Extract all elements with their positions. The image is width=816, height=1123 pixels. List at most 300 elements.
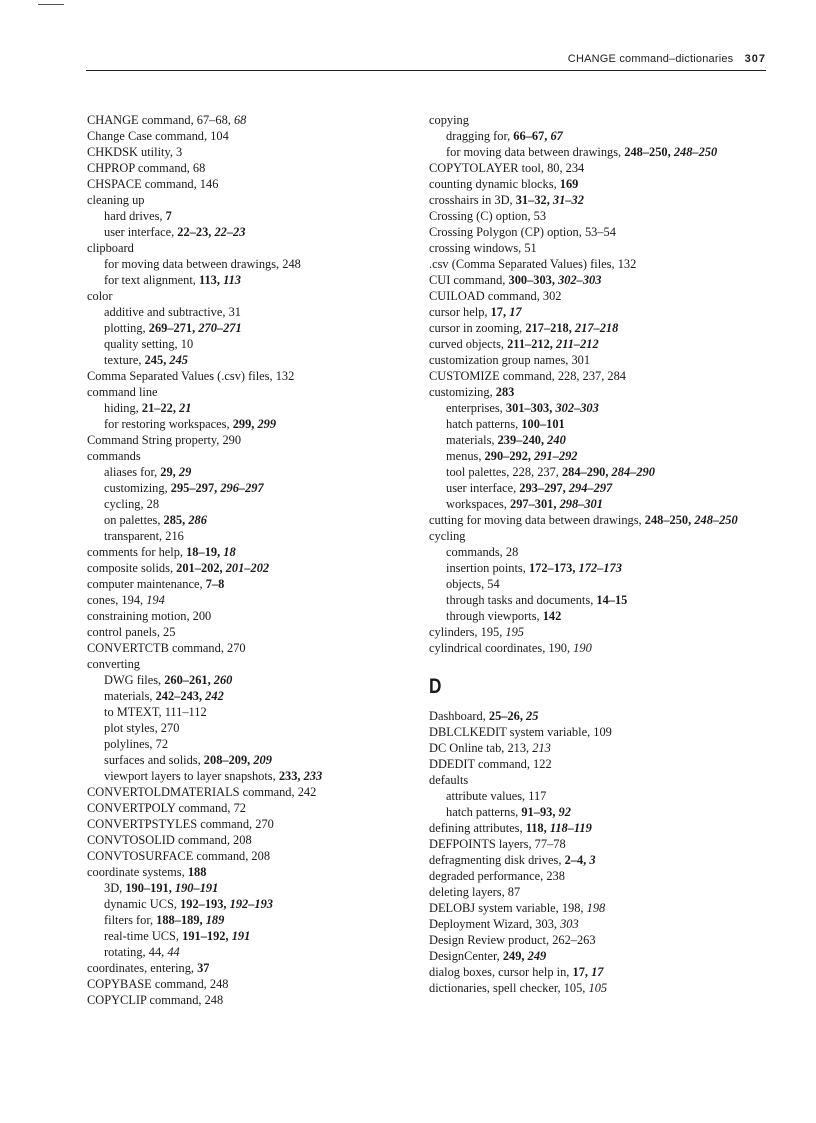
page-reference: 104 — [210, 129, 229, 143]
page-references — [186, 545, 236, 559]
index-term: CUI command, — [429, 273, 509, 287]
page-references — [163, 625, 175, 639]
index-subentry — [87, 512, 397, 528]
page-reference: 190, — [548, 641, 574, 655]
page-reference: 248–250, — [644, 513, 695, 527]
index-entry — [87, 992, 397, 1008]
page-reference: 67–68 — [196, 113, 228, 127]
page-reference: 169 — [559, 177, 579, 191]
index-term: defaults — [429, 773, 469, 787]
index-entry — [87, 848, 397, 864]
page-reference: 269–271, — [148, 321, 199, 335]
index-entry — [87, 128, 397, 144]
page-reference: 284–290, — [561, 465, 612, 479]
index-subentry — [87, 464, 397, 480]
page-reference: 118–119 — [549, 821, 592, 835]
index-term: Command String property, — [87, 433, 223, 447]
index-entry — [87, 112, 397, 128]
index-term: COPYTOLAYER tool, — [429, 161, 548, 175]
page-reference: 191 — [231, 929, 251, 943]
index-term: counting dynamic blocks, — [429, 177, 560, 191]
page-reference: 301 — [571, 353, 591, 367]
page-references — [481, 625, 524, 639]
page-reference: 189 — [205, 913, 225, 927]
index-term: through viewports, — [446, 609, 543, 623]
index-term: cleaning up — [87, 193, 145, 207]
page-reference: 240 — [547, 433, 566, 447]
page-reference: 54 — [487, 577, 500, 591]
index-subentry — [87, 896, 397, 912]
page-reference: 284–290 — [611, 465, 655, 479]
page-reference: 68 — [233, 113, 247, 127]
index-entry — [87, 592, 397, 608]
index-entry — [87, 288, 397, 304]
page-reference: 2–4, — [564, 853, 590, 867]
index-term: CHKDSK utility, — [87, 145, 177, 159]
index-term: COPYCLIP command, — [87, 993, 205, 1007]
page-references — [521, 805, 571, 819]
page-references — [503, 949, 546, 963]
index-subentry — [87, 480, 397, 496]
page-references — [585, 225, 616, 239]
page-references — [571, 353, 590, 367]
index-entry — [429, 352, 779, 368]
index-entry — [429, 384, 779, 400]
index-term: comments for help, — [87, 545, 187, 559]
page-reference: 248 — [282, 257, 301, 271]
index-subentry — [87, 224, 397, 240]
index-term: command line — [87, 385, 158, 399]
index-term: hatch patterns, — [446, 417, 522, 431]
page-references — [564, 981, 607, 995]
index-term: hard drives, — [104, 209, 166, 223]
page-reference: 80, 234 — [547, 161, 585, 175]
page-references — [200, 177, 219, 191]
page-reference: 17 — [509, 305, 522, 319]
page-reference: 122 — [533, 757, 552, 771]
page-references — [125, 881, 218, 895]
page-reference: 248–250 — [673, 145, 718, 159]
page-reference: 303 — [560, 917, 579, 931]
index-entry — [429, 980, 779, 996]
index-term: copying — [429, 113, 469, 127]
page-reference: 109 — [593, 725, 612, 739]
index-subentry — [429, 144, 779, 160]
page-references — [528, 789, 546, 803]
page-references — [546, 869, 565, 883]
index-section-c — [429, 112, 779, 656]
page-reference: 190–191, — [125, 881, 175, 895]
page-references — [529, 561, 622, 575]
index-entry — [429, 272, 779, 288]
page-references — [552, 933, 595, 947]
page-references — [188, 865, 207, 879]
page-reference: 299, — [232, 417, 258, 431]
page-references — [165, 529, 184, 543]
page-number: 307 — [744, 53, 766, 65]
page-references — [509, 273, 602, 287]
index-term: materials, — [104, 689, 156, 703]
index-entry — [429, 900, 779, 916]
page-reference: 198, — [561, 901, 587, 915]
page-references — [506, 545, 518, 559]
index-subentry — [429, 400, 779, 416]
index-term: cones, — [87, 593, 122, 607]
page-reference: 245, — [144, 353, 170, 367]
index-term: COPYBASE command, — [87, 977, 210, 991]
page-reference: 233, — [278, 769, 304, 783]
page-reference: 7 — [165, 209, 172, 223]
index-term: crossing windows, — [429, 241, 525, 255]
page-reference: 91–93, — [521, 805, 559, 819]
index-subentry — [429, 608, 779, 624]
index-term: additive and subtractive, — [104, 305, 229, 319]
header-rule — [86, 70, 766, 71]
page-reference: 248–250, — [624, 145, 674, 159]
page-references — [507, 337, 599, 351]
index-term: coordinates, entering, — [87, 961, 198, 975]
index-term: CONVTOSURFACE command, — [87, 849, 252, 863]
index-entry — [87, 560, 397, 576]
index-term: Comma Separated Values (.csv) files, — [87, 369, 276, 383]
page-reference: 209 — [253, 753, 272, 767]
index-entry — [87, 784, 397, 800]
page-references — [165, 705, 207, 719]
index-term: cursor help, — [429, 305, 491, 319]
index-entry — [87, 864, 397, 880]
page-reference: 17, — [490, 305, 510, 319]
page-references — [229, 305, 241, 319]
index-term: cutting for moving data between drawings, — [429, 513, 645, 527]
page-references — [558, 369, 626, 383]
page-references — [573, 965, 604, 979]
page-references — [210, 977, 229, 991]
page-reference: 213 — [532, 741, 551, 755]
page-references — [176, 561, 269, 575]
index-entry — [87, 640, 397, 656]
page-reference: 28 — [505, 545, 519, 559]
index-term: computer maintenance, — [87, 577, 206, 591]
index-entry — [87, 960, 397, 976]
page-reference: 270–271 — [198, 321, 242, 335]
index-term: Deployment Wizard, — [429, 917, 536, 931]
index-subentry — [87, 320, 397, 336]
index-subentry — [429, 560, 779, 576]
index-term: CHANGE command, — [87, 113, 197, 127]
index-subentry — [429, 788, 779, 804]
page-references — [645, 513, 738, 527]
index-term: customization group names, — [429, 353, 572, 367]
page-reference: 262–263 — [552, 933, 596, 947]
index-entry — [87, 192, 397, 208]
page-references — [525, 321, 618, 335]
page-references — [560, 177, 579, 191]
page-reference: 300–303, — [508, 273, 559, 287]
page-references — [548, 641, 591, 655]
page-references — [533, 757, 552, 771]
page-reference: 301–303, — [505, 401, 556, 415]
page-reference: 195 — [505, 625, 524, 639]
index-term: CONVERTPSTYLES command, — [87, 817, 256, 831]
index-subentry — [429, 464, 779, 480]
page-reference: 68 — [192, 161, 206, 175]
index-term: filters for, — [104, 913, 157, 927]
page-reference: 249, — [502, 949, 528, 963]
index-term: workspaces, — [446, 497, 510, 511]
index-term: crosshairs in 3D, — [429, 193, 516, 207]
index-entry — [87, 432, 397, 448]
page-references — [547, 161, 584, 175]
page-references — [164, 673, 232, 687]
page-reference: 238 — [546, 869, 565, 883]
page-reference: 211–212, — [507, 337, 556, 351]
index-term: color — [87, 289, 113, 303]
index-subentry — [429, 480, 779, 496]
page-references — [508, 885, 520, 899]
page-references — [521, 417, 564, 431]
page-references — [535, 837, 566, 851]
index-term: CHPROP command, — [87, 161, 193, 175]
page-reference: 21 — [179, 401, 192, 415]
page-reference: 132 — [617, 257, 637, 271]
page-references — [562, 901, 605, 915]
page-reference: 296–297 — [220, 481, 264, 495]
index-term: for moving data between drawings, — [446, 145, 625, 159]
page-reference: 31–32 — [552, 193, 584, 207]
index-term: cycling, — [104, 497, 147, 511]
index-entry — [429, 208, 779, 224]
page-references — [276, 369, 295, 383]
page-references — [234, 801, 246, 815]
index-entry — [429, 176, 779, 192]
index-entry — [429, 112, 779, 128]
index-term: polylines, — [104, 737, 156, 751]
index-term: hatch patterns, — [446, 805, 522, 819]
page-reference: 188 — [187, 865, 207, 879]
page-reference: 260 — [213, 673, 233, 687]
index-term: enterprises, — [446, 401, 506, 415]
page-references — [618, 257, 637, 271]
index-term: for restoring workspaces, — [104, 417, 233, 431]
page-reference: 21–22, — [141, 401, 180, 415]
index-subentry — [429, 592, 779, 608]
page-references — [535, 917, 578, 931]
index-entry — [429, 932, 779, 948]
index-term: Dashboard, — [429, 709, 489, 723]
page-references — [593, 725, 612, 739]
page-reference: 100–101 — [521, 417, 565, 431]
page-reference: 77–78 — [534, 837, 566, 851]
index-term: hiding, — [104, 401, 142, 415]
page-reference: 299 — [257, 417, 277, 431]
page-references — [491, 305, 522, 319]
index-term: DELOBJ system variable, — [429, 901, 562, 915]
index-term: control panels, — [87, 625, 164, 639]
page-reference: 172–173, — [528, 561, 579, 575]
page-reference: , — [227, 113, 234, 127]
page-references — [496, 385, 515, 399]
page-reference: 22–23, — [177, 225, 215, 239]
page-reference: 113, — [198, 273, 224, 287]
index-entry — [429, 964, 779, 980]
index-entry — [429, 192, 779, 208]
index-term: commands, — [446, 545, 506, 559]
index-term: DesignCenter, — [429, 949, 503, 963]
page-references — [543, 289, 562, 303]
index-entry — [87, 976, 397, 992]
index-term: to MTEXT, — [104, 705, 165, 719]
index-entry — [87, 608, 397, 624]
index-term: through tasks and documents, — [446, 593, 597, 607]
index-entry — [87, 368, 397, 384]
index-term: Crossing (C) option, — [429, 209, 534, 223]
page-references — [519, 481, 612, 495]
crop-mark — [38, 0, 64, 5]
page-reference: 208–209, — [203, 753, 254, 767]
index-term: user interface, — [104, 225, 178, 239]
index-entry — [429, 708, 779, 724]
page-references — [147, 497, 159, 511]
index-term: for moving data between drawings, — [104, 257, 283, 271]
index-term: attribute values, — [446, 789, 529, 803]
index-subentry — [87, 720, 397, 736]
page-references — [543, 609, 562, 623]
index-entry — [87, 576, 397, 592]
page-reference: 192–193 — [229, 897, 273, 911]
index-term: Design Review product, — [429, 933, 553, 947]
index-term: texture, — [104, 353, 145, 367]
page-reference: 172–173 — [578, 561, 622, 575]
index-term: curved objects, — [429, 337, 508, 351]
index-entry — [429, 772, 779, 788]
page-references — [204, 753, 272, 767]
page-reference: 245 — [169, 353, 188, 367]
page-references — [149, 321, 242, 335]
page-references — [145, 353, 188, 367]
page-reference: 25–26, — [488, 709, 527, 723]
page-reference: 53 — [533, 209, 547, 223]
page-reference: 188–189, — [156, 913, 206, 927]
page-reference: 31 — [228, 305, 241, 319]
page-reference: 53–54 — [584, 225, 616, 239]
page-reference: 295–297, — [170, 481, 221, 495]
index-entry — [87, 624, 397, 640]
page-reference: 249 — [527, 949, 547, 963]
page-reference: 201–202 — [225, 561, 270, 575]
index-term: defragmenting disk drives, — [429, 853, 565, 867]
page-references — [279, 769, 322, 783]
page-reference: 25 — [526, 709, 539, 723]
page-reference: 29 — [178, 465, 192, 479]
index-term: materials, — [446, 433, 498, 447]
page-references — [534, 209, 546, 223]
index-term: customizing, — [429, 385, 496, 399]
index-term: objects, — [446, 577, 488, 591]
page-reference: 211–212 — [556, 337, 599, 351]
page-references — [233, 417, 276, 431]
page-reference: 10 — [180, 337, 194, 351]
page-reference: 111–112 — [164, 705, 207, 719]
index-term: customizing, — [104, 481, 171, 495]
index-term: DC Online tab, — [429, 741, 508, 755]
page-references — [199, 273, 241, 287]
index-subentry — [87, 672, 397, 688]
index-subentry — [87, 704, 397, 720]
page-reference: 248–250 — [694, 513, 738, 527]
page-reference: 190–191 — [174, 881, 219, 895]
page-reference: 22–23 — [214, 225, 246, 239]
index-subentry — [429, 128, 779, 144]
index-subentry — [87, 256, 397, 272]
index-subentry — [429, 496, 779, 512]
page-reference: 146 — [199, 177, 219, 191]
index-subentry — [87, 528, 397, 544]
index-term: Change Case command, — [87, 129, 211, 143]
index-subentry — [87, 208, 397, 224]
index-subentry — [429, 432, 779, 448]
index-entry — [429, 224, 779, 240]
page-reference: 242 — [297, 785, 317, 799]
page-references — [485, 449, 578, 463]
page-reference: 142 — [542, 609, 562, 623]
page-references — [166, 209, 172, 223]
index-entry — [429, 836, 779, 852]
index-term: insertion points, — [446, 561, 529, 575]
page-references — [227, 641, 246, 655]
index-term: defining attributes, — [429, 821, 526, 835]
index-entry — [429, 756, 779, 772]
index-entry — [429, 160, 779, 176]
page-reference: 113 — [223, 273, 241, 287]
page-references — [512, 465, 655, 479]
page-references — [222, 433, 241, 447]
index-term: CONVERTOLDMATERIALS command, — [87, 785, 298, 799]
index-subentry — [87, 768, 397, 784]
page-references — [489, 709, 539, 723]
page-references — [298, 785, 317, 799]
page-references — [161, 721, 180, 735]
index-subentry — [429, 416, 779, 432]
index-term: clipboard — [87, 241, 134, 255]
page-reference: 44, — [148, 945, 168, 959]
index-column-left — [87, 112, 397, 1008]
index-entry — [429, 368, 779, 384]
index-term: coordinate systems, — [87, 865, 188, 879]
index-subentry — [87, 944, 397, 960]
index-entry — [429, 336, 779, 352]
index-term: cycling — [429, 529, 466, 543]
page-reference: 216 — [165, 529, 184, 543]
page-reference: 242–243, — [155, 689, 206, 703]
page-reference: 66–67, — [513, 129, 551, 143]
index-term: DWG files, — [104, 673, 165, 687]
page-references — [156, 737, 168, 751]
page-reference: 191–192, — [182, 929, 232, 943]
page-references — [181, 337, 193, 351]
page-reference: 37 — [197, 961, 210, 975]
page-reference: 17, — [572, 965, 592, 979]
page-reference: 105, — [563, 981, 589, 995]
index-term: CHSPACE command, — [87, 177, 200, 191]
page-references — [251, 849, 270, 863]
page-references — [171, 481, 264, 495]
page-references — [197, 961, 209, 975]
index-term: DEFPOINTS layers, — [429, 837, 535, 851]
index-entry — [429, 852, 779, 868]
page-reference: 302 — [542, 289, 562, 303]
index-term: transparent, — [104, 529, 166, 543]
index-term: tool palettes, — [446, 465, 513, 479]
